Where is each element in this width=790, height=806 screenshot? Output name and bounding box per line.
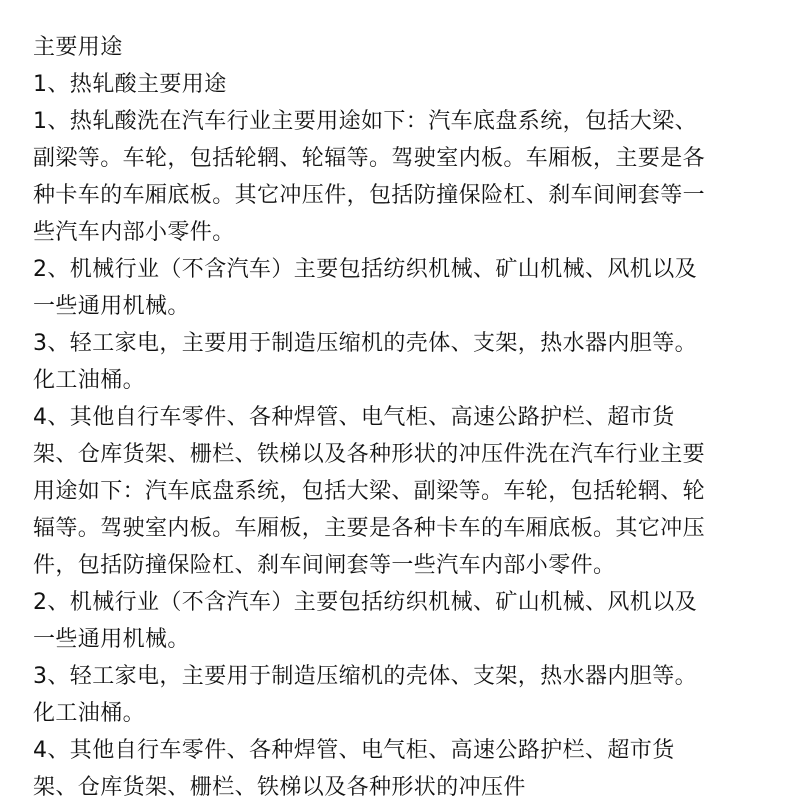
paragraph: 3、轻工家电，主要用于制造压缩机的壳体、支架，热水器内胆等。 化工油桶。 [33, 331, 697, 393]
paragraph: 4、其他自行车零件、各种焊管、电气柜、高速公路护栏、超市货 架、仓库货架、栅栏、铁梯以及各种形状的冲压件洗在汽车行业主要 用途如下：汽车底盘系统，包括大梁、副梁等。车轮，包括轮辋、轮 辐等。驾驶室内板。车厢板，主要是各种卡车的车厢底板。其它冲压 件，包括防撞保险杠、刹车间闸套等一些汽车内部小零件。 [33, 405, 706, 578]
document-heading: 主要用途 [33, 35, 123, 60]
paragraph: 4、其他自行车零件、各种焊管、电气柜、高速公路护栏、超市货 架、仓库货架、栅栏、铁梯以及各种形状的冲压件 [33, 738, 675, 800]
paragraph: 2、机械行业（不含汽车）主要包括纺织机械、矿山机械、风机以及 一些通用机械。 [33, 257, 697, 319]
paragraph: 2、机械行业（不含汽车）主要包括纺织机械、矿山机械、风机以及 一些通用机械。 [33, 590, 697, 652]
document-body [33, 29, 763, 806]
paragraph: 1、热轧酸洗在汽车行业主要用途如下：汽车底盘系统，包括大梁、 副梁等。车轮，包括轮辋、轮辐等。驾驶室内板。车厢板，主要是各 种卡车的车厢底板。其它冲压件，包括防撞保险杠、刹车间闸套等一 些汽车内部小零件。 [33, 109, 706, 245]
document-subheading: 1、热轧酸主要用途 [33, 72, 227, 97]
paragraph: 3、轻工家电，主要用于制造压缩机的壳体、支架，热水器内胆等。 化工油桶。 [33, 664, 697, 726]
